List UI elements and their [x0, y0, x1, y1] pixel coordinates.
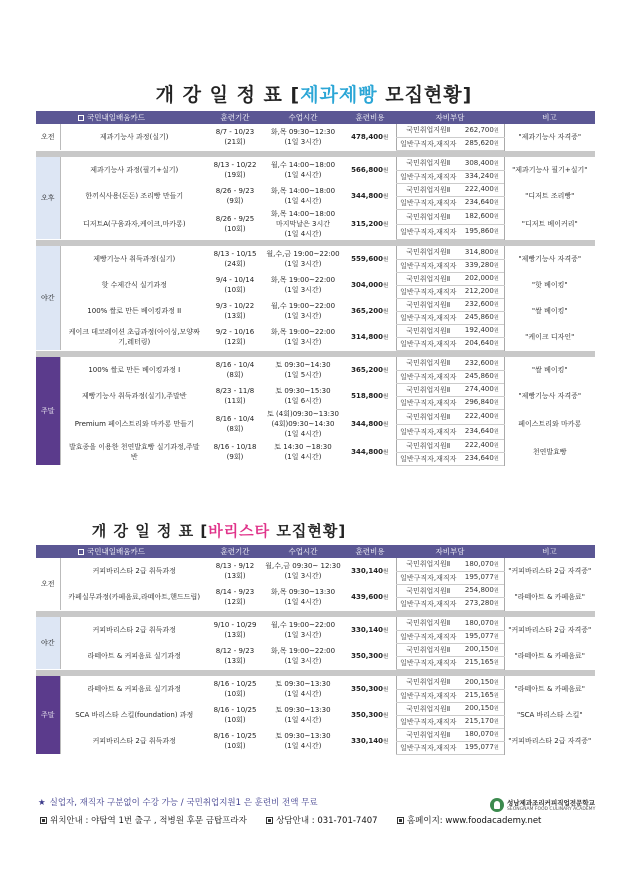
course-fee: 559,600원 — [351, 254, 389, 263]
course-period: 8/26 - 9/25 (10회) — [215, 215, 255, 233]
course-time: 화,목 14:00~18:00 (1일 4시간) — [270, 187, 336, 205]
course-fee: 566,800원 — [351, 165, 389, 174]
support-type: 국민취업지원Ⅱ — [396, 728, 460, 741]
header-fee: 훈련비용 — [344, 545, 396, 558]
table-header — [36, 545, 595, 558]
support-amount: 232,600원 — [460, 298, 504, 311]
bakery-schedule-table — [36, 111, 595, 466]
support-type: 일반구직자,재직자 — [396, 170, 460, 183]
support-amount: 254,800원 — [460, 584, 504, 597]
course-note: "제과기능사 필기+실기" — [504, 157, 595, 183]
support-type: 국민취업지원Ⅱ — [396, 183, 460, 196]
session-label: 주말 — [36, 357, 60, 465]
course-time: 토 09:30~13:30 (1일 4시간) — [275, 706, 331, 724]
session-label: 오전 — [36, 558, 60, 610]
course-period: 8/13 - 10/15 (24회) — [213, 250, 257, 268]
bakery-schedule-title — [0, 80, 628, 107]
course-name: 제빵기능사 취득과정(실기),주말반 — [81, 392, 187, 400]
location-text: 위치안내 : 야탑역 1번 출구 , 적병원 후문 금탑프라자 — [50, 816, 247, 826]
table-row — [36, 183, 595, 196]
course-fee: 350,300원 — [351, 710, 389, 719]
table-row — [36, 209, 595, 224]
course-note: "디저트 조리빵" — [504, 183, 595, 209]
course-fee: 518,800원 — [351, 391, 389, 400]
support-amount: 212,200원 — [460, 285, 504, 298]
course-time: 월,수,금 19:00~22:00 (1일 3시간) — [266, 250, 340, 268]
support-type: 국민취업지원Ⅱ — [396, 272, 460, 285]
course-note: "SCA 바리스타 스킬" — [504, 702, 595, 728]
course-fee: 365,200원 — [351, 365, 389, 374]
course-time: 화,목 19:00~22:00 (1일 3시간) — [270, 328, 336, 346]
table-row — [36, 617, 595, 630]
section-separator — [36, 350, 595, 357]
support-type: 일반구직자,재직자 — [396, 370, 460, 383]
support-type: 일반구직자,재직자 — [396, 196, 460, 209]
table-row — [36, 357, 595, 370]
course-note: "케이크 디자인" — [504, 324, 595, 350]
support-type: 일반구직자,재직자 — [396, 224, 460, 239]
course-name: 100% 쌀로 만든 베이킹과정 II — [87, 307, 182, 315]
course-name: Premium 페이스트리와 마카롱 만들기 — [74, 420, 194, 428]
support-amount: 296,840원 — [460, 396, 504, 409]
course-note: 페이스트리와 마카롱 — [504, 409, 595, 439]
course-period: 9/10 - 10/29 (13회) — [213, 621, 257, 639]
section-separator — [36, 239, 595, 246]
course-time: 월,수 19:00~22:00 (1일 3시간) — [270, 621, 336, 639]
support-amount: 200,150원 — [460, 702, 504, 715]
support-type: 국민취업지원Ⅱ — [396, 324, 460, 337]
header-card: 국민내일배움카드 — [36, 111, 208, 124]
course-time: 월,수,금 09:30~ 12:30 (1일 3시간) — [265, 562, 341, 580]
support-type: 일반구직자,재직자 — [396, 337, 460, 350]
course-period: 8/16 - 10/25 (10회) — [213, 706, 257, 724]
course-period: 8/23 - 11/8 (11회) — [215, 387, 255, 405]
support-amount: 314,800원 — [460, 246, 504, 259]
course-fee: 314,800원 — [351, 332, 389, 341]
course-note: "라떼아트 & 카페음료" — [504, 676, 595, 702]
table-row — [36, 728, 595, 741]
course-fee: 439,600원 — [351, 592, 389, 601]
title-suffix: 모집현황] — [377, 84, 473, 106]
course-fee: 344,800원 — [351, 191, 389, 200]
support-amount: 195,860원 — [460, 224, 504, 239]
course-time: 화,목 14:00~18:00 마지막날은 3시간 (1일 4시간) — [270, 210, 336, 238]
course-time: 월,수 19:00~22:00 (1일 3시간) — [270, 302, 336, 320]
header-note: 비고 — [504, 111, 595, 124]
support-type: 국민취업지원Ⅱ — [396, 643, 460, 656]
table-row — [36, 383, 595, 396]
header-note: 비고 — [504, 545, 595, 558]
support-type: 일반구직자,재직자 — [396, 452, 460, 465]
course-fee: 344,800원 — [351, 447, 389, 456]
support-amount: 195,077원 — [460, 571, 504, 584]
course-note: "쌀 베이킹" — [504, 298, 595, 324]
course-period: 8/16 - 10/25 (10회) — [213, 680, 257, 698]
support-amount: 182,600원 — [460, 209, 504, 224]
card-icon — [78, 549, 84, 555]
support-type: 국민취업지원Ⅱ — [396, 409, 460, 424]
header-period: 훈련기간 — [208, 111, 262, 124]
course-period: 8/14 - 9/23 (12회) — [215, 588, 255, 606]
course-time: 화,목 19:00~22:00 (1일 3시간) — [270, 647, 336, 665]
support-amount: 192,400원 — [460, 324, 504, 337]
section-separator — [36, 669, 595, 676]
table-row — [36, 298, 595, 311]
table-row — [36, 409, 595, 424]
support-type: 국민취업지원Ⅱ — [396, 298, 460, 311]
course-fee: 330,140원 — [351, 736, 389, 745]
course-note: "핫 베이킹" — [504, 272, 595, 298]
support-amount: 285,620원 — [460, 137, 504, 150]
course-period: 8/12 - 9/23 (13회) — [215, 647, 255, 665]
barista-schedule-title — [0, 520, 533, 541]
support-type: 일반구직자,재직자 — [396, 259, 460, 272]
course-note: "제빵기능사 자격증" — [504, 383, 595, 409]
course-note: "쌀 베이킹" — [504, 357, 595, 383]
course-period: 9/4 - 10/14 (10회) — [215, 276, 255, 294]
support-type: 일반구직자,재직자 — [396, 396, 460, 409]
bakery-schedule-body — [36, 124, 595, 465]
table-row — [36, 157, 595, 170]
support-type: 국민취업지원Ⅱ — [396, 558, 460, 571]
course-fee: 315,200원 — [351, 219, 389, 228]
support-amount: 200,150원 — [460, 643, 504, 656]
course-note: "제과기능사 자격증" — [504, 124, 595, 150]
course-name: 케이크 데코레이션 초급과정(아이싱,모양짜 기,레터링) — [68, 328, 200, 346]
course-note: "라떼아트 & 카페음료" — [504, 643, 595, 669]
footer-note: ★ 실업자, 재직자 구분없이 수강 가능 / 국민취업지원1 은 훈련비 전액 무료 — [38, 798, 318, 808]
support-amount: 262,700원 — [460, 124, 504, 137]
course-name: 제과기능사 과정(실기) — [99, 133, 169, 141]
course-fee: 350,300원 — [351, 651, 389, 660]
course-time: 화,목 09:30~12:30 (1일 3시간) — [270, 128, 336, 146]
support-amount: 195,077원 — [460, 630, 504, 643]
header-time: 수업시간 — [262, 545, 344, 558]
session-label: 오후 — [36, 157, 60, 239]
phone-icon — [266, 817, 273, 824]
academy-logo — [490, 798, 595, 812]
course-fee: 344,800원 — [351, 419, 389, 428]
support-amount: 180,070원 — [460, 728, 504, 741]
course-fee: 365,200원 — [351, 306, 389, 315]
support-amount: 234,640원 — [460, 196, 504, 209]
course-time: 화,목 19:00~22:00 (1일 3시간) — [270, 276, 336, 294]
header-period: 훈련기간 — [208, 545, 262, 558]
course-period: 8/16 - 10/4 (8회) — [215, 415, 255, 433]
support-type: 일반구직자,재직자 — [396, 689, 460, 702]
course-note: "커피바리스타 2급 자격증" — [504, 617, 595, 643]
support-amount: 222,400원 — [460, 183, 504, 196]
course-name: 커피바리스타 2급 취득과정 — [92, 626, 176, 634]
support-type: 국민취업지원Ⅱ — [396, 676, 460, 689]
course-period: 8/16 - 10/25 (10회) — [213, 732, 257, 750]
barista-schedule-table — [36, 545, 595, 755]
support-type: 국민취업지원Ⅱ — [396, 617, 460, 630]
support-type: 국민취업지원Ⅱ — [396, 357, 460, 370]
course-time: 토 14:30 ~18:30 (1일 4시간) — [274, 443, 332, 461]
course-period: 9/2 - 10/16 (12회) — [215, 328, 255, 346]
table-row — [36, 124, 595, 137]
contact-text: 상담안내 : 031-701-7407 — [276, 816, 378, 826]
support-amount: 245,860원 — [460, 370, 504, 383]
course-name: 핫 수제간식 실기과정 — [101, 281, 167, 289]
support-amount: 215,165원 — [460, 689, 504, 702]
support-amount: 195,077원 — [460, 741, 504, 754]
course-fee: 330,140원 — [351, 625, 389, 634]
course-note: "라떼아트 & 카페음료" — [504, 584, 595, 610]
support-type: 국민취업지원Ⅱ — [396, 702, 460, 715]
header-time: 수업시간 — [262, 111, 344, 124]
course-fee: 478,400원 — [351, 132, 389, 141]
session-label: 오전 — [36, 124, 60, 150]
support-type: 일반구직자,재직자 — [396, 656, 460, 669]
home-icon — [397, 817, 404, 824]
support-type: 일반구직자,재직자 — [396, 424, 460, 439]
support-type: 국민취업지원Ⅱ — [396, 209, 460, 224]
support-type: 국민취업지원Ⅱ — [396, 439, 460, 452]
course-name: 라떼아트 & 커피음료 실기과정 — [87, 652, 181, 660]
course-name: 카페실무과정(카페음료,라떼아트,핸드드립) — [68, 593, 201, 601]
course-period: 8/16 - 10/4 (8회) — [215, 361, 255, 379]
title-prefix: 개 강 일 정 표 [ — [155, 84, 301, 106]
logo-name-kr: 성남제과조리커피직업전문학교 — [507, 799, 595, 807]
support-amount: 200,150원 — [460, 676, 504, 689]
support-type: 일반구직자,재직자 — [396, 715, 460, 728]
course-fee: 350,300원 — [351, 684, 389, 693]
course-time: 토 09:30~13:30 (1일 4시간) — [275, 680, 331, 698]
support-amount: 222,400원 — [460, 409, 504, 424]
table-header — [36, 111, 595, 124]
course-time: 토 09:30~13:30 (1일 4시간) — [275, 732, 331, 750]
table-row — [36, 439, 595, 452]
table-row — [36, 272, 595, 285]
course-name: SCA 바리스타 스킬(foundation) 과정 — [75, 711, 194, 719]
support-type: 일반구직자,재직자 — [396, 741, 460, 754]
course-name: 라떼아트 & 커피음료 실기과정 — [87, 685, 181, 693]
support-type: 일반구직자,재직자 — [396, 597, 460, 610]
course-note: "커피바리스타 2급 자격증" — [504, 728, 595, 754]
title-prefix: 개 강 일 정 표 [ — [91, 522, 209, 540]
footer-contact-line — [40, 814, 541, 826]
course-name: 커피바리스타 2급 취득과정 — [92, 567, 176, 575]
support-amount: 339,280원 — [460, 259, 504, 272]
header-support: 자비부담 — [396, 111, 504, 124]
table-row — [36, 584, 595, 597]
support-type: 일반구직자,재직자 — [396, 630, 460, 643]
support-type: 국민취업지원Ⅱ — [396, 246, 460, 259]
course-period: 8/16 - 10/18 (9회) — [213, 443, 257, 461]
course-name: 한끼식사용(돈돈) 조리빵 만들기 — [85, 192, 184, 200]
support-amount: 245,860원 — [460, 311, 504, 324]
support-amount: 202,000원 — [460, 272, 504, 285]
course-time: 토 09:30~14:30 (1일 5시간) — [275, 361, 331, 379]
course-name: 100% 쌀로 만든 베이킹과정 I — [88, 366, 181, 374]
support-amount: 234,640원 — [460, 452, 504, 465]
support-amount: 273,280원 — [460, 597, 504, 610]
support-type: 국민취업지원Ⅱ — [396, 584, 460, 597]
course-period: 8/13 - 10/22 (19회) — [213, 161, 257, 179]
title-highlight: 제과제빵 — [300, 84, 378, 106]
title-highlight: 바리스타 — [208, 522, 271, 540]
support-type: 국민취업지원Ⅱ — [396, 124, 460, 137]
header-card: 국민내일배움카드 — [36, 545, 208, 558]
chef-hat-icon — [490, 798, 504, 812]
title-suffix: 모집현황] — [270, 522, 347, 540]
star-icon: ★ — [38, 798, 46, 808]
session-label: 야간 — [36, 246, 60, 350]
support-type: 일반구직자,재직자 — [396, 311, 460, 324]
table-row — [36, 702, 595, 715]
session-label: 야간 — [36, 617, 60, 669]
course-note: "디저트 베이커리" — [504, 209, 595, 239]
course-name: 제빵기능사 취득과정(실기) — [93, 255, 176, 263]
course-period: 8/26 - 9/23 (9회) — [215, 187, 255, 205]
section-separator — [36, 610, 595, 617]
table-row — [36, 324, 595, 337]
support-amount: 180,070원 — [460, 617, 504, 630]
course-period: 8/7 - 10/23 (21회) — [215, 128, 255, 146]
course-name: 커피바리스타 2급 취득과정 — [92, 737, 176, 745]
course-time: 토 (4회)09:30~13:30 (4회)09:30~14:30 (1일 4시간) — [267, 410, 339, 438]
support-type: 일반구직자,재직자 — [396, 285, 460, 298]
support-amount: 334,240원 — [460, 170, 504, 183]
support-amount: 204,640원 — [460, 337, 504, 350]
support-amount: 232,600원 — [460, 357, 504, 370]
logo-name-en: SEONGNAM FOOD CULINARY ACADEMY — [507, 807, 596, 812]
course-period: 8/13 - 9/12 (13회) — [215, 562, 255, 580]
support-type: 국민취업지원Ⅱ — [396, 157, 460, 170]
section-separator — [36, 150, 595, 157]
course-time: 토 09:30~15:30 (1일 6시간) — [275, 387, 331, 405]
table-row — [36, 246, 595, 259]
support-type: 국민취업지원Ⅱ — [396, 383, 460, 396]
course-fee: 304,000원 — [351, 280, 389, 289]
course-time: 월,수 14:00~18:00 (1일 4시간) — [270, 161, 336, 179]
support-amount: 180,070원 — [460, 558, 504, 571]
support-type: 일반구직자,재직자 — [396, 137, 460, 150]
course-note: "커피바리스타 2급 자격증" — [504, 558, 595, 584]
course-time: 화,목 09:30~13:30 (1일 4시간) — [270, 588, 336, 606]
support-amount: 215,170원 — [460, 715, 504, 728]
barista-schedule-body — [36, 558, 595, 754]
course-fee: 330,140원 — [351, 566, 389, 575]
table-row — [36, 558, 595, 571]
support-amount: 274,400원 — [460, 383, 504, 396]
header-support: 자비부담 — [396, 545, 504, 558]
support-amount: 222,400원 — [460, 439, 504, 452]
course-note: "제빵기능사 자격증" — [504, 246, 595, 272]
course-period: 9/3 - 10/22 (13회) — [215, 302, 255, 320]
course-name: 제과기능사 과정(필기+실기) — [90, 166, 179, 174]
header-fee: 훈련비용 — [344, 111, 396, 124]
session-label: 주말 — [36, 676, 60, 754]
support-amount: 215,165원 — [460, 656, 504, 669]
homepage-link[interactable]: 홈페이지: www.foodacademy.net — [406, 816, 542, 826]
table-row — [36, 676, 595, 689]
card-icon — [78, 115, 84, 121]
support-amount: 234,640원 — [460, 424, 504, 439]
course-note: 천연발효빵 — [504, 439, 595, 465]
location-icon — [40, 817, 47, 824]
course-name: 디저트A(구움과자,케이크,마카롱) — [82, 220, 186, 228]
support-type: 일반구직자,재직자 — [396, 571, 460, 584]
support-amount: 308,400원 — [460, 157, 504, 170]
course-name: 발효종을 이용한 천연발효빵 실기과정,주말 반 — [68, 443, 200, 461]
table-row — [36, 643, 595, 656]
